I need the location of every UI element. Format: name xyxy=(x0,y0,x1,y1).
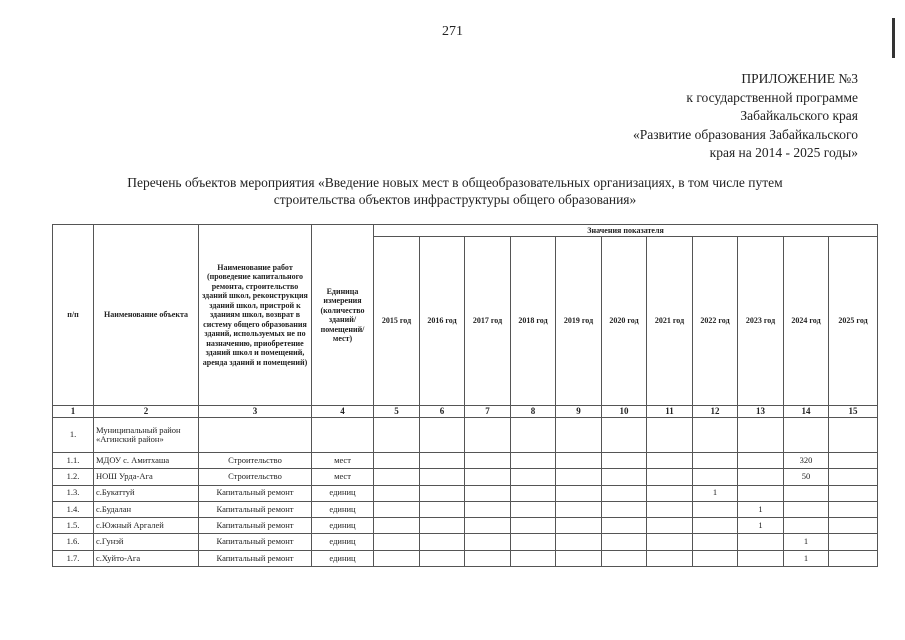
row-num: 1.2. xyxy=(53,469,94,485)
header-year: 2023 год xyxy=(738,237,784,406)
row-year-value xyxy=(647,534,693,550)
row-year-value xyxy=(511,518,556,534)
row-year-value xyxy=(602,518,647,534)
row-unit: единиц xyxy=(312,550,374,566)
row-year-value xyxy=(693,469,738,485)
row-year-value xyxy=(374,518,420,534)
row-year-value xyxy=(556,518,602,534)
row-year-value xyxy=(420,534,465,550)
row-year-value xyxy=(511,501,556,517)
empty-cell xyxy=(556,418,602,453)
row-year-value xyxy=(465,469,511,485)
table-row xyxy=(53,501,878,517)
row-year-value xyxy=(602,550,647,566)
column-number: 1 xyxy=(53,406,94,418)
row-year-value xyxy=(420,469,465,485)
row-year-value xyxy=(647,518,693,534)
header-year: 2018 год xyxy=(511,237,556,406)
row-object-name: с.Хуйто-Ага xyxy=(94,550,199,566)
row-year-value xyxy=(647,485,693,501)
table-row xyxy=(53,550,878,566)
row-unit: мест xyxy=(312,469,374,485)
row-year-value xyxy=(829,501,878,517)
row-unit: единиц xyxy=(312,501,374,517)
appendix-line: края на 2014 - 2025 годы» xyxy=(709,145,858,160)
row-year-value xyxy=(420,550,465,566)
row-num: 1.4. xyxy=(53,501,94,517)
row-year-value xyxy=(511,550,556,566)
row-year-value xyxy=(374,453,420,469)
row-year-value xyxy=(693,518,738,534)
header-work-type: Наименование работ (проведение капитального ремонта, строительство зданий школ, реконструкция зданий школ, пристрой к зданиям школ, возврат в систему общего образования зданий, используемых не по назначению, приобретение зданий школ и помещений, аренда зданий и помещений) xyxy=(199,225,312,406)
row-year-value: 1 xyxy=(738,518,784,534)
row-year-value xyxy=(511,469,556,485)
header-year: 2017 год xyxy=(465,237,511,406)
row-object-name: с.Южный Аргалей xyxy=(94,518,199,534)
header-unit: Единица измерения (количество зданий/помещений/ мест) xyxy=(312,225,374,406)
row-year-value xyxy=(511,534,556,550)
empty-cell xyxy=(693,418,738,453)
row-year-value xyxy=(829,550,878,566)
header-year: 2021 год xyxy=(647,237,693,406)
row-year-value: 1 xyxy=(693,485,738,501)
header-year: 2025 год xyxy=(829,237,878,406)
row-unit: единиц xyxy=(312,534,374,550)
row-year-value xyxy=(374,485,420,501)
row-year-value xyxy=(465,485,511,501)
row-object-name: с.Будалан xyxy=(94,501,199,517)
row-year-value xyxy=(829,469,878,485)
column-number: 2 xyxy=(94,406,199,418)
row-year-value xyxy=(738,550,784,566)
row-year-value xyxy=(420,485,465,501)
row-year-value xyxy=(465,501,511,517)
row-year-value xyxy=(374,550,420,566)
row-object-name: с.Букаттуй xyxy=(94,485,199,501)
header-year: 2024 год xyxy=(784,237,829,406)
header-values-group: Значения показателя xyxy=(374,225,878,237)
column-number: 14 xyxy=(784,406,829,418)
row-year-value xyxy=(784,485,829,501)
column-number: 8 xyxy=(511,406,556,418)
empty-cell xyxy=(199,418,312,453)
row-work-type: Капитальный ремонт xyxy=(199,550,312,566)
row-year-value xyxy=(738,469,784,485)
row-year-value xyxy=(829,453,878,469)
row-work-type: Строительство xyxy=(199,469,312,485)
column-number: 15 xyxy=(829,406,878,418)
appendix-line: ПРИЛОЖЕНИЕ №3 xyxy=(741,71,858,86)
empty-cell xyxy=(647,418,693,453)
row-year-value xyxy=(556,469,602,485)
header-year: 2015 год xyxy=(374,237,420,406)
row-year-value xyxy=(420,453,465,469)
column-number: 11 xyxy=(647,406,693,418)
row-num: 1.6. xyxy=(53,534,94,550)
row-unit: единиц xyxy=(312,485,374,501)
row-year-value xyxy=(738,453,784,469)
row-year-value xyxy=(420,501,465,517)
row-year-value xyxy=(647,550,693,566)
empty-cell xyxy=(312,418,374,453)
row-year-value xyxy=(829,534,878,550)
appendix-line: «Развитие образования Забайкальского xyxy=(632,126,858,142)
row-year-value xyxy=(511,485,556,501)
row-work-type: Капитальный ремонт xyxy=(199,485,312,501)
empty-cell xyxy=(420,418,465,453)
row-year-value xyxy=(556,485,602,501)
document-title xyxy=(50,174,860,208)
header-year: 2020 год xyxy=(602,237,647,406)
row-unit: мест xyxy=(312,453,374,469)
objects-table xyxy=(52,224,878,567)
row-year-value xyxy=(602,453,647,469)
column-number: 13 xyxy=(738,406,784,418)
row-object-name: Муниципальный район «Агинский район» xyxy=(94,418,199,453)
row-work-type: Капитальный ремонт xyxy=(199,518,312,534)
empty-cell xyxy=(374,418,420,453)
row-year-value: 50 xyxy=(784,469,829,485)
row-year-value xyxy=(602,485,647,501)
table-row xyxy=(53,485,878,501)
row-year-value xyxy=(693,534,738,550)
row-year-value xyxy=(465,534,511,550)
row-year-value xyxy=(374,534,420,550)
row-year-value xyxy=(738,485,784,501)
document-title-line: Перечень объектов мероприятия «Введение новых мест в общеобразовательных организациях, в том числе путем xyxy=(127,175,783,190)
empty-cell xyxy=(465,418,511,453)
row-num: 1.1. xyxy=(53,453,94,469)
empty-cell xyxy=(829,418,878,453)
row-year-value xyxy=(465,453,511,469)
row-year-value xyxy=(556,550,602,566)
row-year-value xyxy=(602,469,647,485)
appendix-line: Забайкальского края xyxy=(740,108,858,123)
row-object-name: НОШ Урда-Ага xyxy=(94,469,199,485)
table-row xyxy=(53,469,878,485)
row-year-value xyxy=(693,550,738,566)
empty-cell xyxy=(784,418,829,453)
column-number: 6 xyxy=(420,406,465,418)
row-year-value xyxy=(784,518,829,534)
header-year: 2016 год xyxy=(420,237,465,406)
table-row xyxy=(53,453,878,469)
row-num: 1.5. xyxy=(53,518,94,534)
document-title-line: строительства объектов инфраструктуры общего образования» xyxy=(273,192,637,207)
row-year-value xyxy=(784,501,829,517)
row-year-value xyxy=(374,501,420,517)
row-num: 1.7. xyxy=(53,550,94,566)
row-year-value xyxy=(465,518,511,534)
row-year-value xyxy=(465,550,511,566)
row-year-value xyxy=(647,469,693,485)
row-year-value xyxy=(602,534,647,550)
column-number: 5 xyxy=(374,406,420,418)
table-row xyxy=(53,518,878,534)
row-year-value xyxy=(556,501,602,517)
row-unit: единиц xyxy=(312,518,374,534)
row-year-value xyxy=(693,501,738,517)
row-year-value xyxy=(647,501,693,517)
column-number: 12 xyxy=(693,406,738,418)
row-year-value xyxy=(829,518,878,534)
header-year: 2022 год xyxy=(693,237,738,406)
row-year-value xyxy=(420,518,465,534)
appendix-header xyxy=(633,70,858,163)
column-number: 3 xyxy=(199,406,312,418)
table-row-group xyxy=(53,418,878,453)
row-work-type: Капитальный ремонт xyxy=(199,534,312,550)
page-number: 271 xyxy=(442,24,463,39)
row-year-value xyxy=(647,453,693,469)
table-row xyxy=(53,534,878,550)
row-year-value xyxy=(693,453,738,469)
row-object-name: с.Гунэй xyxy=(94,534,199,550)
row-year-value: 1 xyxy=(784,550,829,566)
header-year: 2019 год xyxy=(556,237,602,406)
row-year-value xyxy=(374,469,420,485)
empty-cell xyxy=(511,418,556,453)
row-num: 1.3. xyxy=(53,485,94,501)
empty-cell xyxy=(602,418,647,453)
row-num: 1. xyxy=(53,418,94,453)
row-year-value: 1 xyxy=(784,534,829,550)
column-number: 10 xyxy=(602,406,647,418)
scan-edge-mark xyxy=(892,18,895,58)
column-number: 9 xyxy=(556,406,602,418)
row-year-value xyxy=(602,501,647,517)
row-year-value xyxy=(556,534,602,550)
row-year-value xyxy=(511,453,556,469)
row-work-type: Строительство xyxy=(199,453,312,469)
row-year-value: 1 xyxy=(738,501,784,517)
header-num: п/п xyxy=(53,225,94,406)
row-year-value: 320 xyxy=(784,453,829,469)
row-year-value xyxy=(738,534,784,550)
appendix-line: к государственной программе xyxy=(686,89,858,105)
row-year-value xyxy=(556,453,602,469)
empty-cell xyxy=(738,418,784,453)
column-number: 7 xyxy=(465,406,511,418)
row-object-name: МДОУ с. Амитхаша xyxy=(94,453,199,469)
column-number: 4 xyxy=(312,406,374,418)
row-work-type: Капитальный ремонт xyxy=(199,501,312,517)
header-object-name: Наименование объекта xyxy=(94,225,199,406)
row-year-value xyxy=(829,485,878,501)
